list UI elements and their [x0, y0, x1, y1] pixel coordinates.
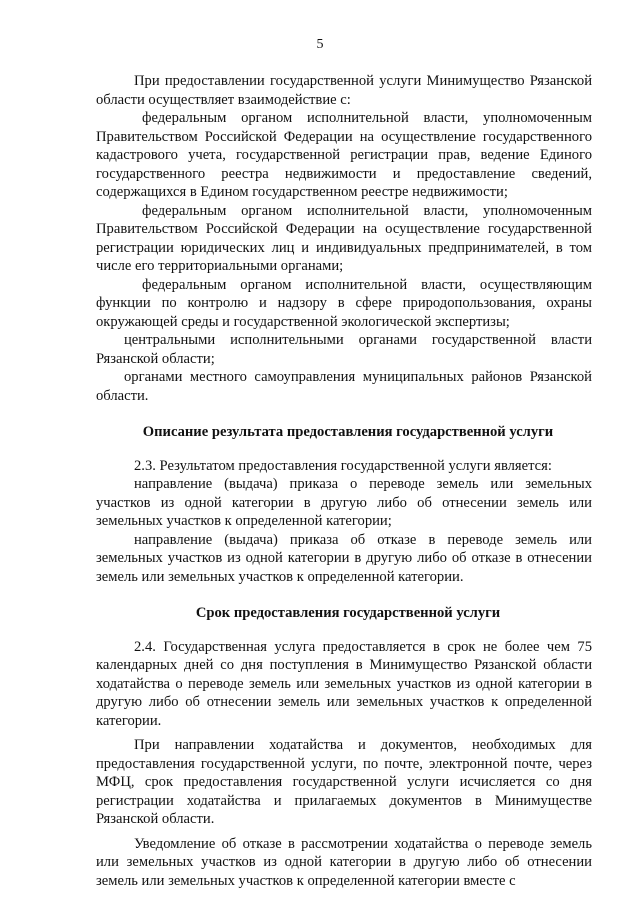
- term-paragraph: Уведомление об отказе в рассмотрении ходатайства о переводе земель или земельных участков из одной категории в другую либо об отнесении земель или земельных участков к определенной категории вместе с: [96, 835, 592, 889]
- term-paragraph: При направлении ходатайства и документов, необходимых для предоставления государственной услуги, по почте, электронной почте, через МФЦ, срок предоставления государственной услуги исчисляется со дня регистрации ходатайства и прилагаемых документов в Минимуществе Рязанской области.: [96, 737, 592, 827]
- interaction-item: федеральным органом исполнительной власти, уполномоченным Правительством Российской Федерации на осуществление государственного кадастрового учета, государственной регистрации прав, ведение Единого государственного реестра недвижимости и предоставление сведений, содержащихся в Едином государственном реестре недвижимости;: [96, 110, 592, 200]
- document-body: [96, 72, 592, 890]
- term-paragraph: 2.4. Государственная услуга предоставляется в срок не более чем 75 календарных дней со дня поступления в Минимущество Рязанской области ходатайства о переводе земель или земельных участков из одной категории в другую либо об отнесении земель или земельных участков к определенной категории.: [96, 638, 592, 729]
- term-heading: Срок предоставления государственной услуги: [195, 605, 501, 621]
- interaction-intro: При предоставлении государственной услуги Минимущество Рязанской области осуществляет взаимодействие с:: [96, 73, 592, 108]
- result-paragraph: направление (выдача) приказа об отказе в переводе земель или земельных участков из одной категории в другую либо об отказе в отнесении земель или земельных участков к определенной категории.: [96, 531, 592, 585]
- result-paragraph: направление (выдача) приказа о переводе земель или земельных участков из одной категории в другую либо об отнесении земель или земельных участков к определенной категории;: [96, 476, 592, 529]
- interaction-item: органами местного самоуправления муниципальных районов Рязанской области.: [96, 369, 592, 404]
- page-number: 5: [316, 37, 324, 52]
- interaction-item: центральными исполнительными органами государственной власти Рязанской области;: [96, 332, 592, 367]
- interaction-item: федеральным органом исполнительной власти, уполномоченным Правительством Российской Федерации на осуществление государственной регистрации юридических лиц и индивидуальных предпринимателей, в том числе его территориальными органами;: [96, 202, 592, 274]
- interaction-item: федеральным органом исполнительной власти, осуществляющим функции по контролю и надзору в сфере природопользования, охраны окружающей среды и государственной экологической экспертизы;: [96, 276, 592, 330]
- result-paragraph: 2.3. Результатом предоставления государственной услуги является:: [134, 457, 552, 474]
- result-heading: Описание результата предоставления государственной услуги: [142, 424, 554, 440]
